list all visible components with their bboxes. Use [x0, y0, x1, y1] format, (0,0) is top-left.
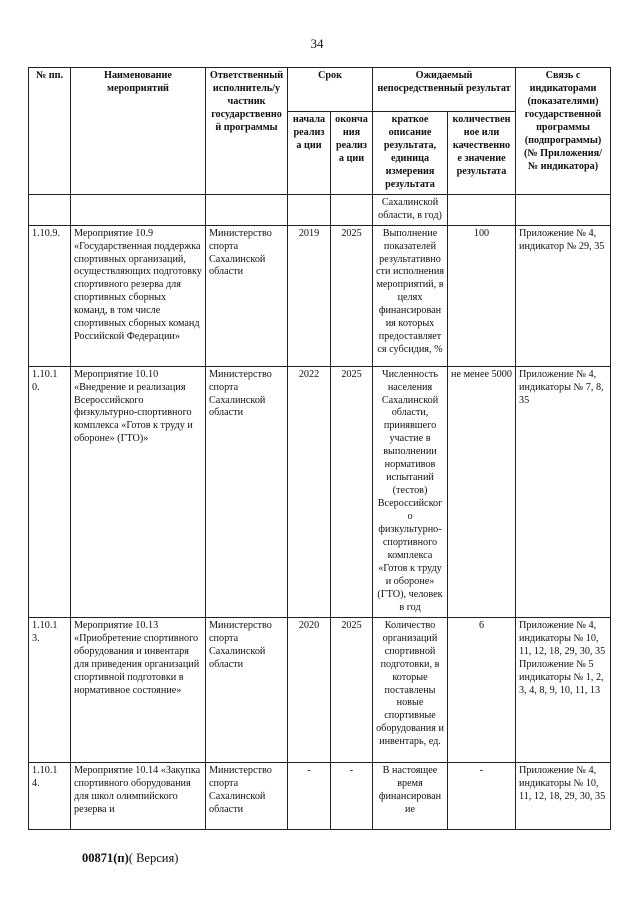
document-version: ( Версия): [128, 851, 179, 865]
header-expected: Ожидаемый непосредственный результат: [373, 68, 516, 112]
cell-link-line: Приложение № 5 индикаторы № 1, 2, 3, 4, 8, 9, 10, 11, 13: [519, 658, 604, 696]
cell-value: 6: [448, 617, 516, 762]
cell-desc: Выполнение показателей результативно сти исполнения мероприятий, в целях финансирован ия которых предоставляет ся субсидия, %: [373, 225, 448, 366]
header-expected-desc: краткое описание результата, единица измерения результата: [373, 112, 448, 195]
cell-desc: Численность населения Сахалинской области, принявшего участие в выполнении нормативов испытаний (тестов) Всероссийског о физкультурно-спортивного комплекса «Готов к труду и обороне» (ГТО), человек в год: [373, 366, 448, 617]
cell-num: 1.10.1 3.: [29, 617, 71, 762]
document-code: 00871(п): [82, 851, 129, 865]
header-name: Наименование мероприятий: [71, 68, 206, 195]
table-row: [29, 762, 611, 829]
cell-start: 2019: [288, 225, 331, 366]
cell-responsible: Министерство спорта Сахалинской области: [206, 617, 288, 762]
cell-link: Приложение № 4, индикаторы № 7, 8, 35: [516, 366, 611, 617]
cell-value: [448, 194, 516, 225]
cell-link: [516, 194, 611, 225]
cell-link: Приложение № 4, индикатор № 29, 35: [516, 225, 611, 366]
cell-value: 100: [448, 225, 516, 366]
table-row: [29, 225, 611, 366]
table-row: [29, 366, 611, 617]
cell-num: 1.10.1 0.: [29, 366, 71, 617]
cell-responsible: Министерство спорта Сахалинской области: [206, 225, 288, 366]
cell-end: 2025: [331, 366, 373, 617]
cell-num: 1.10.1 4.: [29, 762, 71, 829]
header-term-start: начала реализа ции: [288, 112, 331, 195]
events-table: [28, 67, 611, 830]
cell-end: 2025: [331, 225, 373, 366]
cell-num: 1.10.9.: [29, 225, 71, 366]
cell-start: 2020: [288, 617, 331, 762]
header-term: Срок: [288, 68, 373, 112]
cell-value: -: [448, 762, 516, 829]
cell-name: [71, 194, 206, 225]
cell-link-line: Приложение № 4, индикаторы № 10, 11, 12, 18, 29, 30, 35: [519, 619, 606, 657]
header-num: № пп.: [29, 68, 71, 195]
cell-responsible: Министерство спорта Сахалинской области: [206, 762, 288, 829]
cell-end: -: [331, 762, 373, 829]
cell-desc: В настоящее время финансирован ие: [373, 762, 448, 829]
cell-value: не менее 5000: [448, 366, 516, 617]
header-term-end: оконча ния реализа ции: [331, 112, 373, 195]
cell-responsible: [206, 194, 288, 225]
table-row: [29, 194, 611, 225]
page-number: 34: [310, 36, 324, 51]
cell-link: Приложение № 4, индикаторы № 10, 11, 12, 18, 29, 30, 35: [516, 762, 611, 829]
header-responsible: Ответственный исполнитель/у частник государственно й программы: [206, 68, 288, 195]
cell-desc: Сахалинской области, в год): [373, 194, 448, 225]
header-link: Связь с индикаторами (показателями) государственной программы (подпрограммы) (№ Приложения/№ индикатора): [516, 68, 611, 195]
cell-name: Мероприятие 10.9 «Государственная поддержка спортивных организаций, осуществляющих подготовку спортивного резерва для спортивных сборных команд, в том числе спортивных сборных команд Российской Федерации»: [71, 225, 206, 366]
cell-end: [331, 194, 373, 225]
cell-end: 2025: [331, 617, 373, 762]
cell-start: [288, 194, 331, 225]
cell-start: 2022: [288, 366, 331, 617]
cell-desc: Количество организаций спортивной подготовки, в которые поставлены новые спортивные оборудования и инвентарь, ед.: [373, 617, 448, 762]
cell-num: [29, 194, 71, 225]
cell-responsible: Министерство спорта Сахалинской области: [206, 366, 288, 617]
table-row: [29, 617, 611, 762]
cell-name: Мероприятие 10.13 «Приобретение спортивного оборудования и инвентаря для приведения организаций спортивной подготовки в нормативное состояние»: [71, 617, 206, 762]
table-header-row: [29, 68, 611, 112]
cell-name: Мероприятие 10.10 «Внедрение и реализация Всероссийского физкультурно-спортивного комплекса «Готов к труду и обороне» (ГТО)»: [71, 366, 206, 617]
cell-start: -: [288, 762, 331, 829]
document-footer: [82, 851, 178, 866]
cell-link: [516, 617, 611, 762]
cell-name: Мероприятие 10.14 «Закупка спортивного оборудования для школ олимпийского резерва и: [71, 762, 206, 829]
header-expected-value: количествен ное или качественно е значение результата: [448, 112, 516, 195]
